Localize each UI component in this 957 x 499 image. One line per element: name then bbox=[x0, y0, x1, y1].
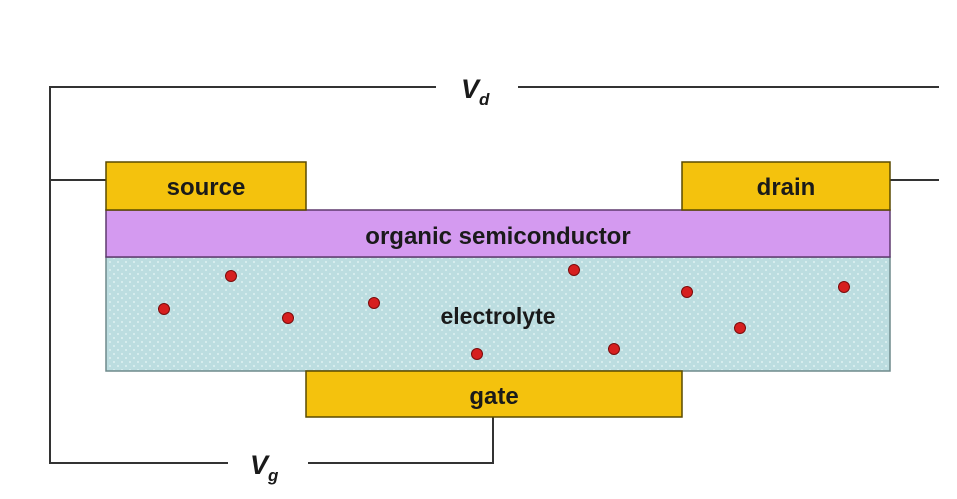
vg-label-main: V bbox=[250, 450, 269, 480]
vd-label-main: V bbox=[461, 74, 480, 104]
ion bbox=[283, 313, 294, 324]
ion bbox=[735, 323, 746, 334]
vd-label-sub: d bbox=[479, 90, 490, 109]
vg-label bbox=[250, 450, 279, 485]
gate-label: gate bbox=[469, 383, 519, 410]
electrolyte-label: electrolyte bbox=[440, 303, 556, 329]
vg-label-sub: g bbox=[268, 466, 279, 485]
ion bbox=[839, 282, 850, 293]
ion bbox=[569, 265, 580, 276]
organic-semiconductor-label: organic semiconductor bbox=[365, 223, 631, 250]
ion bbox=[369, 298, 380, 309]
ion bbox=[472, 349, 483, 360]
source-label: source bbox=[166, 174, 246, 201]
ion bbox=[159, 304, 170, 315]
ion bbox=[682, 287, 693, 298]
drain-label: drain bbox=[756, 174, 816, 201]
ion bbox=[226, 271, 237, 282]
ion bbox=[609, 344, 620, 355]
vd-label bbox=[461, 74, 490, 109]
